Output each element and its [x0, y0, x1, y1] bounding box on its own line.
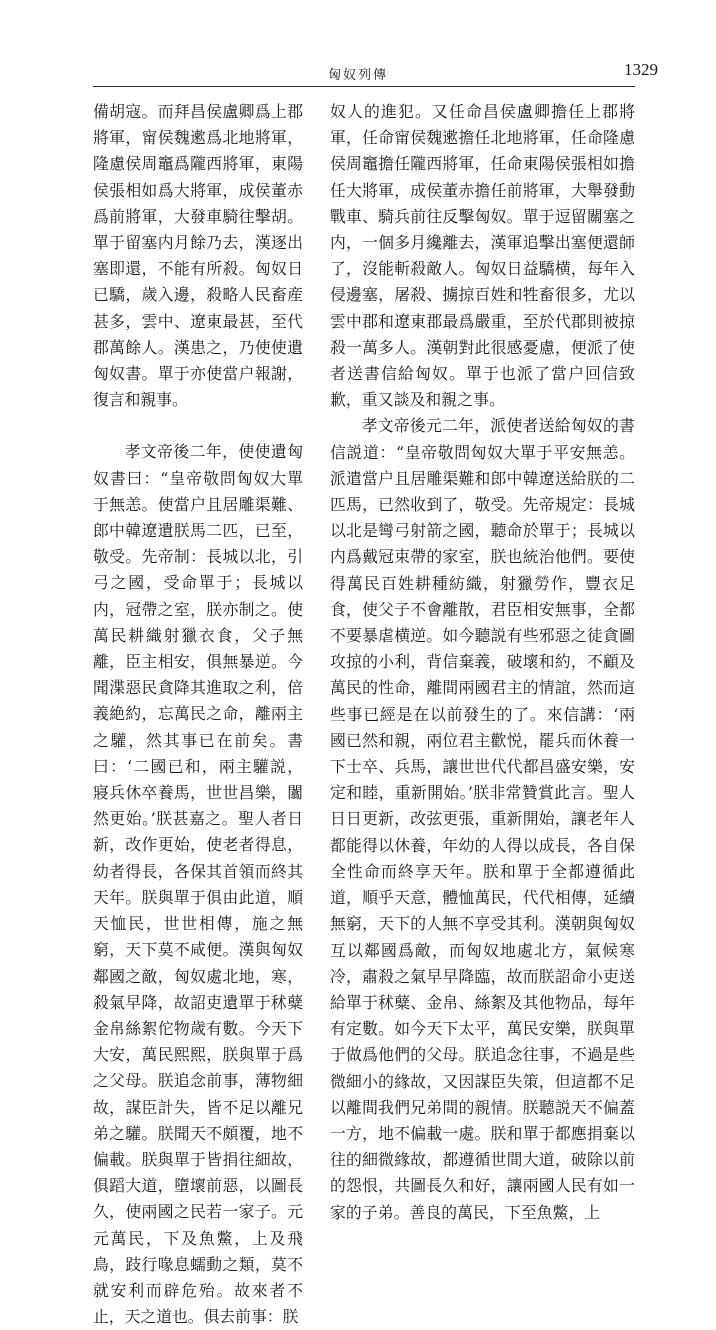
running-title: 匈奴列傳 [327, 68, 388, 83]
classical-text-column [93, 99, 303, 1327]
translation-paragraph-2: 孝文帝後元二年，派使者送給匈奴的書信説道：“皇帝敬問匈奴大單于平安無恙。派遣當户且居雕渠難和郎中韓遼送給朕的二匹馬，已然收到了，敬受。先帝規定：長城以北是彎弓射箭之國，聽命於單于；長城以内爲戴冠束帶的家室，朕也統治他們。要使得萬民百姓耕種紡織，射獵勞作，豐衣足食，使父子不會離散，君臣相安無事，全都不要暴虐横逆。如今聽説有些邪惡之徒貪圖攻掠的小利，背信棄義，破壞和約，不顧及萬民的性命，離間兩國君主的情誼，然而這些事已經是在以前發生的了。來信講：‘兩國已然和親，兩位君主歡悦，罷兵而休養一下士卒、兵馬，讓世世代代都昌盛安樂，安定和睦，重新開始。’朕非常贊賞此言。聖人日日更新，改弦更張，重新開始，讓老年人都能得以休養，年幼的人得以成長，各自保全性命而終享天年。朕和單于全都遵循此道，順乎天意，體恤萬民，代代相傳，延續無窮，天下的人無不享受其利。漢朝與匈奴互以鄰國爲敵，而匈奴地處北方，氣候寒冷，肅殺之氣早早降臨，故而朕詔命小吏送給單于秫糵、金帛、絲絮及其他物品，每年有定數。如今天下太平，萬民安樂，朕與單于做爲他們的父母。朕追念往事，不過是些微細小的緣故，又因謀臣失策，但這都不足以離間我們兄弟間的親情。朕聽説天不偏蓋一方，地不偏載一處。朕和單于都應捐棄以往的細微緣故，都遵循世間大道，破除以前的怨恨，共圖長久和好，讓兩國人民有如一家的子弟。善良的萬民，下至魚鱉，上 [330, 416, 635, 1222]
page-number: 1329 [624, 60, 658, 79]
page-header [0, 60, 716, 90]
translation-paragraph-1: 奴人的進犯。又任命昌侯盧卿擔任上郡將軍，任命甯侯魏遬擔任北地將軍，任命隆慮侯周竈擔任隴西將軍，任命東陽侯張相如擔任大將軍，成侯董赤擔任前將軍，大舉發動戰車、騎兵前往反擊匈奴。單于逗留關塞之内，一個多月纔離去，漢軍追擊出塞便還師了，沒能斬殺敵人。匈奴日益驕横，每年入侵邊塞，屠殺、擄掠百姓和牲畜很多，尤以雲中郡和遼東郡最爲嚴重，至於代郡則被掠殺一萬多人。漢朝對此很感憂慮，便派了使者送書信給匈奴。單于也派了當户回信致歉，重又談及和親之事。 [330, 102, 635, 410]
header-rule [93, 86, 635, 87]
translation-column [330, 99, 635, 1222]
classical-paragraph-2: 孝文帝後二年，使使遺匈奴書曰：“皇帝敬問匈奴大單于無恙。使當户且居雕渠難、郎中韓遼遺朕馬二匹，已至，敬受。先帝制：長城以北，引弓之國，受命單于；長城以内，冠帶之室，朕亦制之。使萬民耕織射獵衣食，父子無離，臣主相安，俱無暴逆。今聞渫惡民貪降其進取之利，倍義絶約，忘萬民之命，離兩主之驩，然其事已在前矣。書曰：‘二國已和，兩主驩説，寢兵休卒養馬，世世昌樂，闟然更始。’朕甚嘉之。聖人者日新，改作更始，使老者得息，幼者得長，各保其首領而終其天年。朕與單于俱由此道，順天恤民，世世相傳，施之無窮，天下莫不咸便。漢與匈奴鄰國之敵，匈奴處北地，寒，殺氣早降，故詔吏遺單于秫糵金帛絲絮佗物歲有數。今天下大安，萬民熙熙，朕與單于爲之父母。朕追念前事，薄物細故，謀臣計失，皆不足以離兄弟之驩。朕聞天不頗覆，地不偏載。朕與單于皆捐往細故，俱蹈大道，墮壞前惡，以圖長久，使兩國之民若一家子。元元萬民，下及魚鱉，上及飛鳥，跂行喙息蠕動之類，莫不就安利而辟危殆。故來者不止，天之道也。俱去前事：朕 [93, 442, 303, 1327]
classical-paragraph-1: 備胡寇。而拜昌侯盧卿爲上郡將軍，甯侯魏遬爲北地將軍，隆慮侯周竈爲隴西將軍，東陽侯張相如爲大將軍，成侯董赤爲前將軍，大發車騎往擊胡。單于留塞内月餘乃去，漢逐出塞即還，不能有所殺。匈奴日已驕，歲入邊，殺略人民畜産甚多，雲中、遼東最甚，至代郡萬餘人。漢患之，乃使使遺匈奴書。單于亦使當户報謝，復言和親事。 [93, 102, 303, 410]
